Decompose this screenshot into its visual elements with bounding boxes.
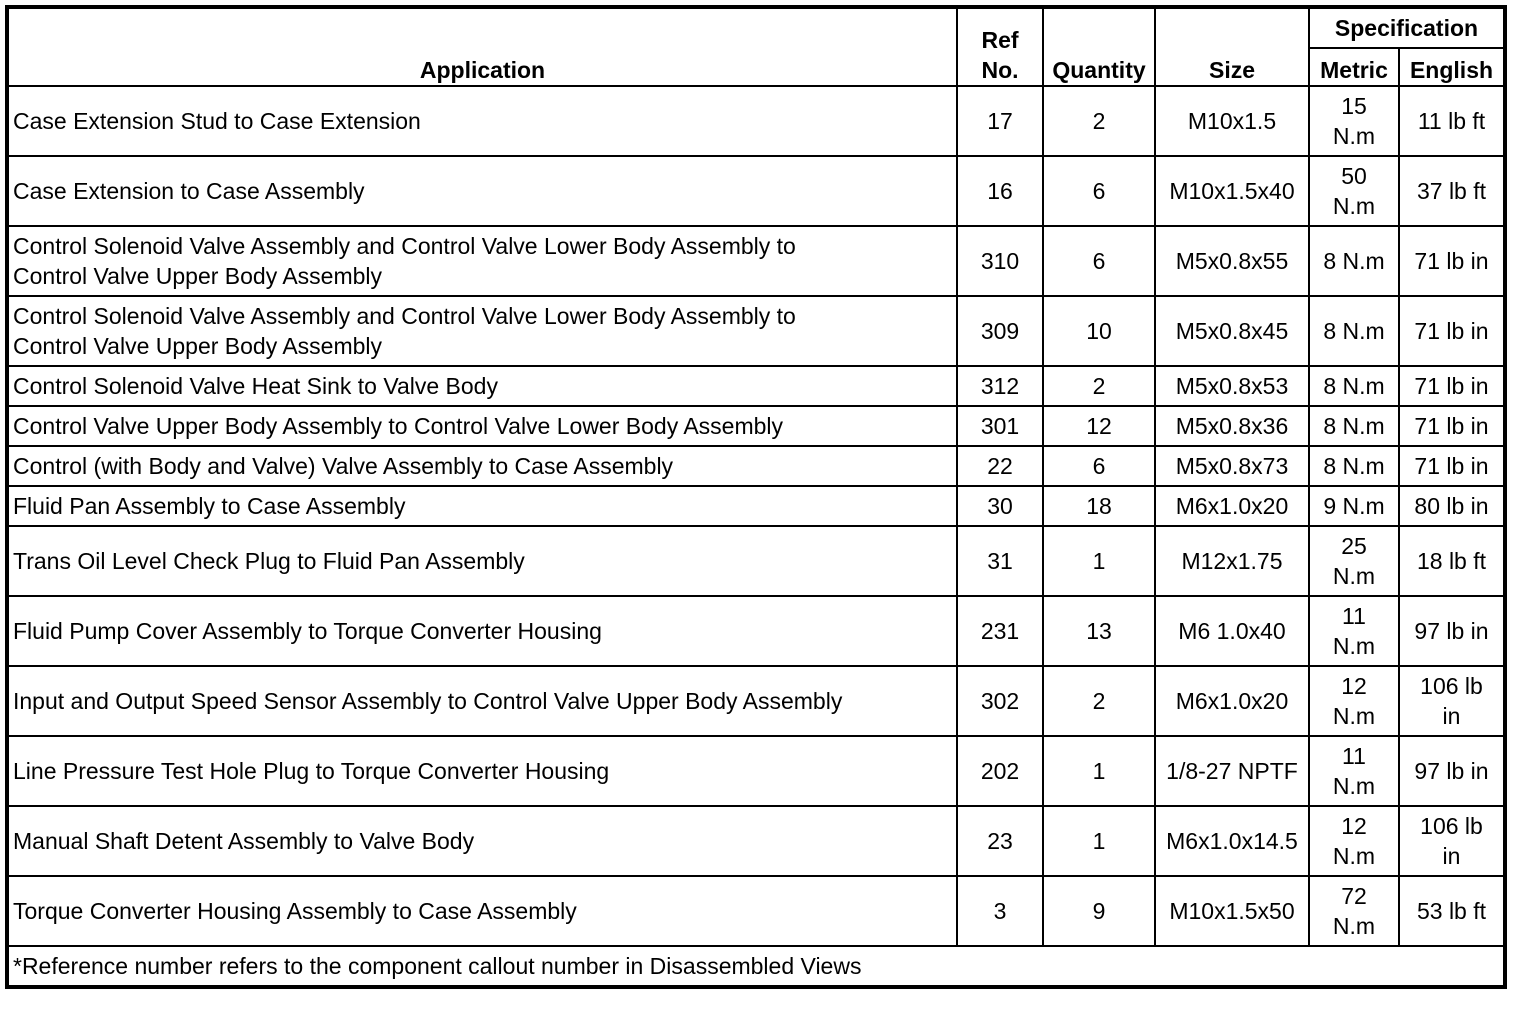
size-cell: M5x0.8x73 — [1155, 446, 1309, 486]
metric-cell — [1309, 596, 1399, 666]
application-cell: Fluid Pan Assembly to Case Assembly — [7, 486, 957, 526]
ref-cell: 202 — [957, 736, 1043, 806]
metric-unit: N.m — [1332, 703, 1376, 729]
metric-unit: N.m — [1332, 123, 1376, 149]
qty-cell: 1 — [1043, 736, 1155, 806]
application-line2: Control Valve Upper Body Assembly — [13, 263, 383, 289]
english-cell: 71 lb in — [1399, 226, 1505, 296]
application-header: Application — [7, 7, 957, 86]
english-cell: 71 lb in — [1399, 446, 1505, 486]
english-cell: 53 lb ft — [1399, 876, 1505, 946]
size-cell: M6x1.0x20 — [1155, 666, 1309, 736]
metric-unit: N.m — [1332, 913, 1376, 939]
ref-cell: 3 — [957, 876, 1043, 946]
quantity-header: Quantity — [1043, 7, 1155, 86]
metric-unit: N.m — [1332, 633, 1376, 659]
english-cell — [1399, 806, 1505, 876]
ref-cell: 231 — [957, 596, 1043, 666]
english-value: 106 lb — [1420, 813, 1483, 839]
qty-cell: 18 — [1043, 486, 1155, 526]
qty-cell: 2 — [1043, 366, 1155, 406]
metric-value: 15 — [1341, 93, 1367, 119]
table-row — [7, 406, 1505, 446]
metric-value: 12 — [1341, 813, 1367, 839]
metric-value: 12 — [1341, 673, 1367, 699]
application-line1: Control Solenoid Valve Assembly and Control Valve Lower Body Assembly to — [13, 233, 796, 259]
metric-unit: N.m — [1332, 843, 1376, 869]
table-header — [7, 7, 1505, 86]
qty-cell: 2 — [1043, 86, 1155, 156]
metric-value: 11 — [1342, 743, 1366, 769]
metric-value: 25 — [1341, 533, 1367, 559]
ref-cell: 302 — [957, 666, 1043, 736]
size-cell: M6x1.0x14.5 — [1155, 806, 1309, 876]
ref-cell: 312 — [957, 366, 1043, 406]
ref-cell: 301 — [957, 406, 1043, 446]
qty-cell: 1 — [1043, 806, 1155, 876]
metric-value: 72 — [1341, 883, 1367, 909]
application-cell: Line Pressure Test Hole Plug to Torque Converter Housing — [7, 736, 957, 806]
english-value: 106 lb — [1420, 673, 1483, 699]
ref-cell: 309 — [957, 296, 1043, 366]
english-cell: 97 lb in — [1399, 736, 1505, 806]
metric-value: 11 — [1342, 603, 1366, 629]
metric-unit: N.m — [1332, 773, 1376, 799]
footnote: *Reference number refers to the component callout number in Disassembled Views — [7, 946, 1505, 987]
ref-cell: 30 — [957, 486, 1043, 526]
application-cell: Case Extension Stud to Case Extension — [7, 86, 957, 156]
size-cell: M5x0.8x36 — [1155, 406, 1309, 446]
size-cell: M12x1.75 — [1155, 526, 1309, 596]
torque-spec-table — [5, 5, 1507, 989]
size-cell: M6 1.0x40 — [1155, 596, 1309, 666]
english-cell: 11 lb ft — [1399, 86, 1505, 156]
english-cell: 71 lb in — [1399, 296, 1505, 366]
qty-cell: 6 — [1043, 226, 1155, 296]
english-cell: 97 lb in — [1399, 596, 1505, 666]
ref-cell: 23 — [957, 806, 1043, 876]
qty-cell: 1 — [1043, 526, 1155, 596]
table-row — [7, 596, 1505, 666]
metric-unit: N.m — [1332, 193, 1376, 219]
size-cell: M5x0.8x55 — [1155, 226, 1309, 296]
english-cell: 37 lb ft — [1399, 156, 1505, 226]
metric-cell: 8 N.m — [1309, 406, 1399, 446]
application-cell: Control Valve Upper Body Assembly to Control Valve Lower Body Assembly — [7, 406, 957, 446]
english-unit: in — [1442, 703, 1461, 729]
ref-no-header-line1: Ref — [981, 27, 1019, 53]
english-cell — [1399, 666, 1505, 736]
metric-cell — [1309, 156, 1399, 226]
application-cell: Trans Oil Level Check Plug to Fluid Pan Assembly — [7, 526, 957, 596]
table-row — [7, 296, 1505, 366]
ref-cell: 16 — [957, 156, 1043, 226]
english-cell: 80 lb in — [1399, 486, 1505, 526]
application-cell: Case Extension to Case Assembly — [7, 156, 957, 226]
english-cell: 71 lb in — [1399, 406, 1505, 446]
metric-header: Metric — [1309, 48, 1399, 86]
application-line2: Control Valve Upper Body Assembly — [13, 333, 383, 359]
ref-cell: 31 — [957, 526, 1043, 596]
table-row — [7, 366, 1505, 406]
metric-cell — [1309, 86, 1399, 156]
specification-header: Specification — [1309, 7, 1505, 48]
application-cell: Control (with Body and Valve) Valve Assembly to Case Assembly — [7, 446, 957, 486]
english-unit: in — [1442, 843, 1461, 869]
metric-cell: 8 N.m — [1309, 446, 1399, 486]
table-row — [7, 86, 1505, 156]
english-cell: 71 lb in — [1399, 366, 1505, 406]
ref-no-header — [957, 7, 1043, 86]
table-row — [7, 156, 1505, 226]
size-cell: M10x1.5 — [1155, 86, 1309, 156]
metric-value: 50 — [1341, 163, 1367, 189]
qty-cell: 6 — [1043, 446, 1155, 486]
metric-unit: N.m — [1332, 563, 1376, 589]
size-cell: M5x0.8x53 — [1155, 366, 1309, 406]
metric-cell — [1309, 666, 1399, 736]
qty-cell: 9 — [1043, 876, 1155, 946]
ref-cell: 310 — [957, 226, 1043, 296]
ref-no-header-line2: No. — [981, 57, 1019, 83]
table-row — [7, 486, 1505, 526]
qty-cell: 12 — [1043, 406, 1155, 446]
size-cell: 1/8-27 NPTF — [1155, 736, 1309, 806]
metric-cell: 8 N.m — [1309, 366, 1399, 406]
qty-cell: 6 — [1043, 156, 1155, 226]
metric-cell — [1309, 526, 1399, 596]
application-cell — [7, 296, 957, 366]
metric-cell — [1309, 806, 1399, 876]
table-row — [7, 736, 1505, 806]
qty-cell: 2 — [1043, 666, 1155, 736]
metric-cell — [1309, 736, 1399, 806]
application-cell: Manual Shaft Detent Assembly to Valve Body — [7, 806, 957, 876]
size-cell: M6x1.0x20 — [1155, 486, 1309, 526]
english-cell: 18 lb ft — [1399, 526, 1505, 596]
application-cell: Fluid Pump Cover Assembly to Torque Converter Housing — [7, 596, 957, 666]
table-row — [7, 666, 1505, 736]
application-line1: Control Solenoid Valve Assembly and Control Valve Lower Body Assembly to — [13, 303, 796, 329]
ref-cell: 17 — [957, 86, 1043, 156]
metric-cell — [1309, 876, 1399, 946]
qty-cell: 10 — [1043, 296, 1155, 366]
table-row — [7, 806, 1505, 876]
size-cell: M10x1.5x40 — [1155, 156, 1309, 226]
application-cell: Input and Output Speed Sensor Assembly to Control Valve Upper Body Assembly — [7, 666, 957, 736]
metric-cell: 8 N.m — [1309, 226, 1399, 296]
table-row — [7, 226, 1505, 296]
metric-cell: 8 N.m — [1309, 296, 1399, 366]
size-cell: M10x1.5x50 — [1155, 876, 1309, 946]
table-row — [7, 526, 1505, 596]
application-cell: Control Solenoid Valve Heat Sink to Valve Body — [7, 366, 957, 406]
metric-cell: 9 N.m — [1309, 486, 1399, 526]
table-row — [7, 876, 1505, 946]
application-cell: Torque Converter Housing Assembly to Case Assembly — [7, 876, 957, 946]
size-cell: M5x0.8x45 — [1155, 296, 1309, 366]
english-header: English — [1399, 48, 1505, 86]
qty-cell: 13 — [1043, 596, 1155, 666]
size-header: Size — [1155, 7, 1309, 86]
application-cell — [7, 226, 957, 296]
table-row — [7, 446, 1505, 486]
ref-cell: 22 — [957, 446, 1043, 486]
table-body — [7, 86, 1505, 946]
